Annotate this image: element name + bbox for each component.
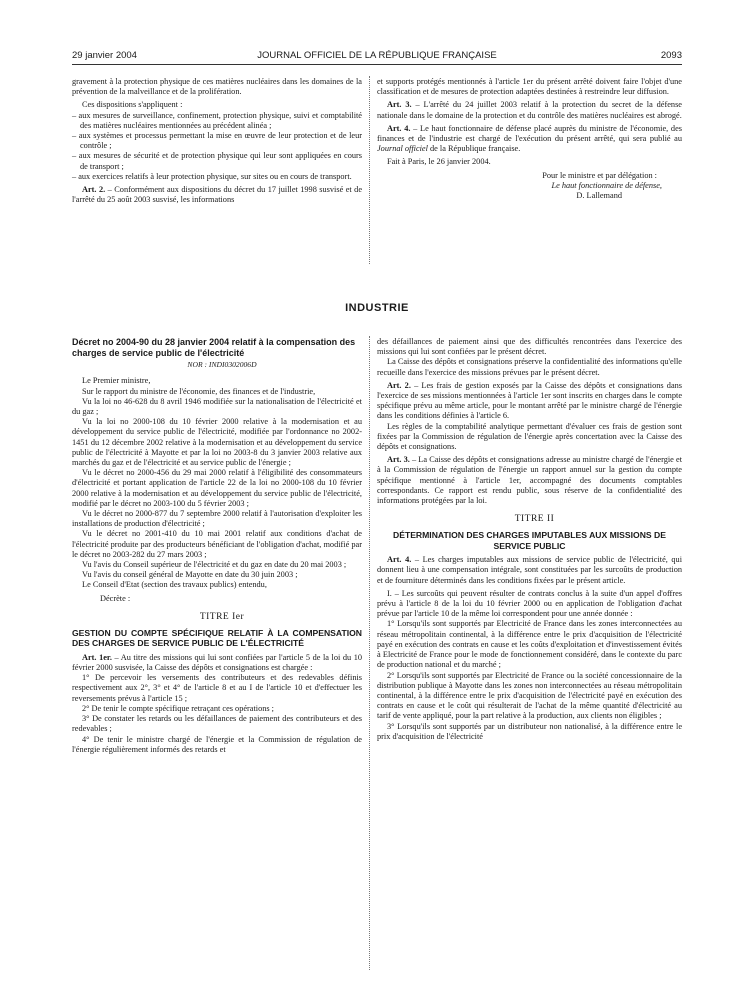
signature-line: Pour le ministre et par délégation : (542, 170, 657, 180)
article-label: Art. 3. (387, 100, 412, 110)
article-2 (72, 185, 362, 205)
paragraph: Le Premier ministre, (82, 376, 151, 386)
list-item: – aux mesures de surveillance, confinement, protection physique, suivi et comptabilité des matières nucléaires mentionnées au précédent alinéa ; (72, 110, 362, 130)
column-separator (369, 76, 370, 264)
paragraph: Les règles de la comptabilité analytique permettant d'évaluer ces frais de gestion sont fixées par la Commission de régulation de l'énergie après concertation avec la Caisse des dépôts et consignations. (377, 421, 682, 452)
paragraph: La Caisse des dépôts et consignations préserve la confidentialité des informations qu'elle recueille dans l'exercice des missions prévues par le présent décret. (377, 357, 682, 377)
paragraph-i: I. – Les surcoûts qui peuvent résulter de contrats conclus à la suite d'un appel d'offres prévu à l'article 8 de la loi du 10 février 2000 ou en application de l'obligation d'achat prévue par l'article 10 de la même loi correspondent pour une année donnée : (377, 588, 682, 619)
titre-2: TITRE II (514, 514, 555, 525)
nor-reference: NOR : INDI0302006D (187, 360, 257, 370)
article-text: – La Caisse des dépôts et consignations adresse au ministre chargé de l'énergie et à la Commission de régulation de l'énergie un rapport annuel sur la gestion du compte spécifique mentionné à l'article 1er, accompagné des documents comptables correspondants. Ce rapport est rendu public, sous réserve de la confidentialité des informations protégées par la loi. (377, 455, 682, 506)
article-text: – Au titre des missions qui lui sont confiées par l'article 5 de la loi du 10 février 2000 susvisée, la Caisse des dépôts et consignations est chargée : (72, 652, 362, 673)
column-separator (369, 336, 370, 970)
list-item: – aux systèmes et processus permettant la mise en œuvre de leur protection et de leur contrôle ; (72, 131, 362, 151)
article-text: de la République française. (427, 144, 521, 154)
paragraph: Vu le décret no 2000-877 du 7 septembre 2000 relatif à l'autorisation d'exploiter les installations de production d'électricité ; (72, 509, 362, 529)
paragraph: des défaillances de paiement ainsi que des difficultés rencontrées dans l'exercice des missions qui lui sont confiées par le présent décret. (377, 337, 682, 357)
top-right-column (377, 77, 682, 201)
paragraph: Vu la loi no 46-628 du 8 avril 1946 modifiée sur la nationalisation de l'électricité et du gaz ; (72, 396, 362, 416)
fait-a-paris: Fait à Paris, le 26 janvier 2004. (387, 157, 491, 167)
article-2 (377, 381, 682, 422)
list-item: 2° Lorsqu'ils sont supportés par Electricité de France ou la société concessionnaire de la distribution publique à Mayotte dans les zones non interconnectées au réseau métropolitain continental, à la différence entre le prix d'acquisition de l'électricité payé en exécution des contrats en cause et le coût qui résulterait de l'achat de la même quantité d'électricité au tarif de vente appliqué, pour la part relative à la production, aux clients non éligibles ; (377, 670, 682, 721)
article-label: Art. 2. (82, 185, 106, 195)
article-text: – L'arrêté du 24 juillet 2003 relatif à la protection du secret de la défense nationale dans le domaine de la protection et du contrôle des matières nucléaires est abrogé. (377, 100, 682, 120)
article-3 (377, 455, 682, 506)
list-item: 1° De percevoir les versements des contributeurs et des redevables définis respectivement aux 2°, 3° et 4° de l'article 8 et au I de l'article 10 et d'effectuer les reversements prévus à l'article 15 ; (72, 673, 362, 703)
decrete: Décrète : (100, 593, 131, 603)
article-text: – Le haut fonctionnaire de défense placé auprès du ministre de l'économie, des finances et de l'industrie est chargé de l'exécution du présent arrêté, qui sera publié au (377, 123, 682, 144)
list-item: 4° De tenir le ministre chargé de l'énergie et la Commission de régulation de l'énergie régulièrement informés des retards et (72, 734, 362, 754)
paragraph: Ces dispositions s'appliquent : (82, 100, 183, 110)
section-title: INDUSTRIE (345, 302, 409, 314)
decree-title: Décret no 2004-90 du 28 janvier 2004 relatif à la compensation des charges de service public de l'électricité (72, 337, 356, 358)
header-journal: JOURNAL OFFICIEL DE LA RÉPUBLIQUE FRANÇAISE (257, 50, 497, 61)
paragraph: gravement à la protection physique de ces matières nucléaires dans les domaines de la prévention de la malveillance et de la prolifération. (72, 77, 362, 97)
paragraph: et supports protégés mentionnés à l'article 1er du présent arrêté doivent faire l'objet d'une classification et de mesures de protection adaptées destinées à restreindre leur diffusion. (377, 77, 682, 97)
header-page-number: 2093 (660, 50, 682, 61)
paragraph: Vu le décret no 2000-456 du 29 mai 2000 relatif à l'éligibilité des consommateurs d'électricité et portant application de l'article 22 de la loi no 2000-108 du 10 février 2000 relative à la modernisation et au développement du service public de l'électricité, modifié par le décret no 2003-100 du 5 février 2003 ; (72, 468, 362, 508)
list-item: – aux mesures de sécurité et de protection physique qui leur sont appliquées en cours de transport ; (72, 151, 362, 171)
paragraph: Vu la loi no 2000-108 du 10 février 2000 relative à la modernisation et au développement du service public de l'électricité, modifiée par l'ordonnance no 2002-1451 du 12 décembre 2002 relative à la modernisation et au développement du service public de l'électricité à Mayotte et par la loi no 2003-8 du 3 janvier 2003 relative aux marchés du gaz et de l'électricité et au service public de l'énergie ; (72, 417, 362, 468)
article-text: – Les charges imputables aux missions de service public de l'électricité, qui donnent lieu à une compensation intégrale, sont constituées par les surcoûts de production et de fourniture déterminés dans les conditions fixées par le présent article. (377, 555, 682, 585)
right-column (377, 337, 682, 742)
article-label: Art. 2. (387, 380, 411, 390)
article-1 (72, 653, 362, 673)
article-4 (377, 555, 682, 586)
header-date: 29 janvier 2004 (72, 50, 137, 61)
paragraph: Vu l'avis du conseil général de Mayotte en date du 30 juin 2003 ; (82, 570, 298, 580)
titre-1: TITRE Ier (199, 611, 245, 622)
article-label: Art. 4. (387, 123, 411, 133)
article-4 (377, 124, 682, 155)
page-header (72, 50, 682, 64)
list-item: 3° Lorsqu'ils sont supportés par un distributeur non nationalisé, à la différence entre le prix d'acquisition de l'électricité (377, 721, 682, 741)
list-item: 1° Lorsqu'ils sont supportés par Electricité de France dans les zones interconnectées au réseau métropolitain continental, à la différence entre le prix d'acquisition de l'électricité payé en exécution des contrats en cause et les coûts d'exploitation et d'investissement évités à Electricité de France pour le mode de fonctionnement considéré, dans le contexte du parc de production national et du marché ; (377, 619, 682, 670)
titre-2-heading: DÉTERMINATION DES CHARGES IMPUTABLES AUX MISSIONS DE SERVICE PUBLIC (393, 530, 666, 551)
article-3 (377, 100, 682, 120)
left-column (72, 337, 362, 755)
signature-name: D. Lallemand (576, 191, 622, 201)
paragraph: Vu l'avis du Conseil supérieur de l'électricité et du gaz en date du 20 mai 2003 ; (82, 560, 347, 570)
paragraph: Le Conseil d'Etat (section des travaux publics) entendu, (82, 580, 267, 590)
paragraph: Vu le décret no 2001-410 du 10 mai 2001 relatif aux conditions d'achat de l'électricité produite par des producteurs bénéficiant de l'obligation d'achat, modifié par le décret no 2003-282 du 27 mars 2003 ; (72, 529, 362, 559)
list-item: 3° De constater les retards ou les défaillances de paiement des contributeurs et des redevables ; (72, 714, 362, 734)
list-item: 2° De tenir le compte spécifique retraçant ces opérations ; (82, 703, 274, 713)
article-label: Art. 1er. (82, 652, 112, 662)
titre-1-heading: GESTION DU COMPTE SPÉCIFIQUE RELATIF À LA COMPENSATION DES CHARGES DE SERVICE PUBLIC DE L'ÉLECTRICITÉ (72, 628, 362, 649)
paragraph: Sur le rapport du ministre de l'économie, des finances et de l'industrie, (82, 386, 316, 396)
article-text: – Les frais de gestion exposés par la Caisse des dépôts et consignations dans l'exercice de ses missions mentionnées à l'article 1er sont inscrits en charges dans le compte spécifique prévu au même article, pour le montant arrêté par le ministre chargé de l'énergie dans les conditions définies à l'article 6. (377, 380, 682, 421)
article-text: – Conformément aux dispositions du décret du 17 juillet 1998 susvisé et de l'arrêté du 25 août 2003 susvisé, les informations (72, 185, 363, 205)
article-label: Art. 3. (387, 455, 410, 465)
article-label: Art. 4. (387, 555, 412, 565)
signature-title: Le haut fonctionnaire de défense, (551, 180, 662, 190)
header-rule (72, 64, 682, 65)
list-item: – aux exercices relatifs à leur protection physique, sur sites ou en cours de transport. (72, 171, 352, 181)
dispositions-list (72, 111, 362, 182)
journal-name: Journal officiel (377, 144, 428, 154)
top-left-column (72, 77, 362, 205)
